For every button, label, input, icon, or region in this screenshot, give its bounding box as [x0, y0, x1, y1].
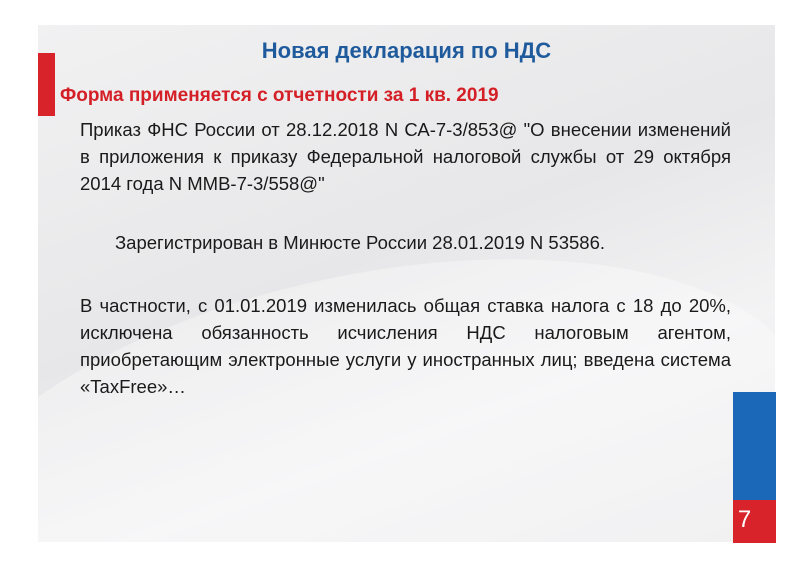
flag-blue-stripe	[733, 392, 776, 500]
slide-title: Новая декларация по НДС	[261, 38, 552, 63]
changes-paragraph: В частности, с 01.01.2019 изменилась общая ставка налога с 18 до 20%, исключена обязанность исчисления НДС налоговым агентом, приобретающим электронные услуги у иностранных лиц; введена система «TaxFree»…	[80, 295, 731, 397]
registration-paragraph: Зарегистрирован в Минюсте России 28.01.2019 N 53586.	[115, 232, 605, 253]
order-paragraph: Приказ ФНС России от 28.12.2018 N СА-7-3/853@ "О внесении изменений в приложения к приказу Федеральной налоговой службы от 29 октября 2014 года N ММВ-7-3/558@"	[80, 119, 731, 194]
slide-subtitle: Форма применяется с отчетности за 1 кв. 2019	[60, 85, 499, 106]
page-number: 7	[737, 506, 752, 533]
